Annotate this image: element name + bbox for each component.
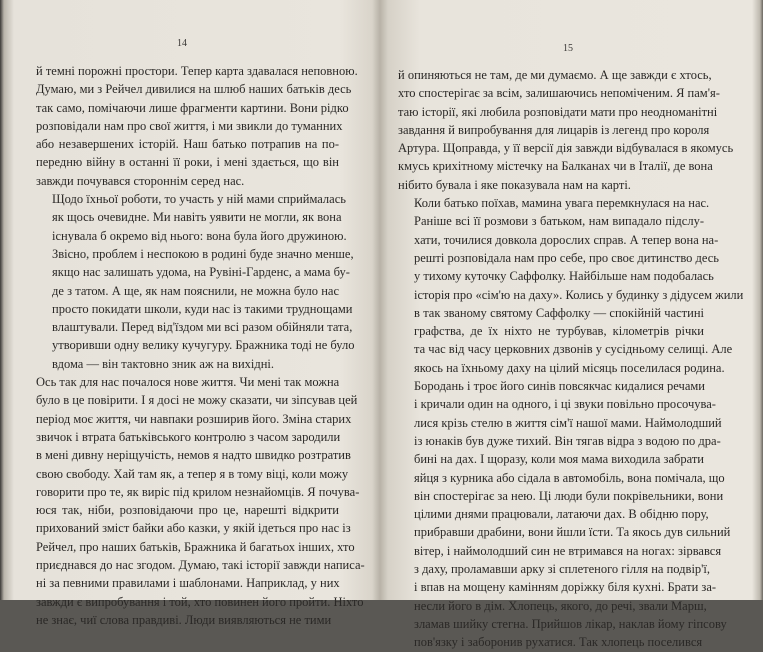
- paragraph: [36, 190, 355, 373]
- text-line: існувала б окремо від нього: вона була його дружиною.: [52, 228, 347, 243]
- text-line: таю історії, які любила розповідати мати про неодноманітні: [398, 104, 718, 119]
- paragraph: [398, 194, 744, 651]
- text-line: завдання й випробування для лицарів із легенд про короля: [398, 122, 710, 137]
- page-number-right: 15: [563, 43, 573, 54]
- text-line: свою свободу. Хай там як, а тепер я в тому віці, коли можу: [36, 466, 349, 481]
- text-line: так само, помічаючи лише фрагменти картини. Вони рідко: [36, 100, 349, 115]
- text-line: лися крізь стелю в життя сім'ї нашої мами. Наймолодший: [414, 415, 722, 430]
- text-line: Ось так для нас почалося нове життя. Чи мені так можна: [36, 375, 340, 390]
- text-line: та час від часу церковних дзвонів у сусідньому селищі. Але: [414, 342, 733, 357]
- text-line: Артура. Щоправда, у її версії дія завжди відбувалася в якомусь: [398, 141, 734, 156]
- text-line: Щодо їхньої роботи, то участь у ній мами сприймалась: [52, 192, 346, 207]
- text-line: бині на дах. І щоразу, коли моя мама виходила забрати: [414, 452, 704, 467]
- text-line: період моє життя, чи навпаки розширив його. Зміна старих: [36, 411, 352, 426]
- text-line: хто спостерігає за всім, залишаючись непоміченим. Я пам'я-: [398, 86, 720, 101]
- text-line: юся так, ніби, розповідаючи про це, нарешті відкрити: [36, 503, 339, 518]
- paragraph: [398, 66, 734, 194]
- page-number-left: 14: [177, 38, 187, 49]
- paragraph: [36, 373, 365, 629]
- text-line: прихований зміст байки або казки, у якій ідеться про нас із: [36, 521, 351, 536]
- paragraph: [36, 62, 358, 190]
- left-page: [0, 0, 381, 627]
- text-line: Раніше всі її розмови з батьком, нам випадало підслу-: [414, 214, 704, 229]
- text-line: й темні порожні простори. Тепер карта здавалася неповною.: [36, 64, 358, 78]
- text-line: Звісно, проблем і неспокою в родині буде значно менше,: [52, 246, 354, 261]
- text-line: звичок і втрата батьківського контролю з часом зародили: [36, 429, 341, 444]
- text-line: кмусь крихітному містечку на Балканах чи в Італії, де вона: [398, 159, 713, 174]
- text-line: і впав на мощену камінням доріжку біля кухні. Брати за-: [414, 580, 717, 595]
- text-line: і кричали один на одного, і ці звуки повільно просочува-: [414, 397, 716, 412]
- text-line: Думаю, ми з Рейчел дивилися на шлюб наших батьків десь: [36, 82, 352, 97]
- text-line: зламав шийку стегна. Прийшов лікар, наклав йому гіпсову: [414, 616, 727, 631]
- text-line: завжди є випробування і той, хто повинен його пройти. Ніхто: [36, 594, 364, 609]
- text-line: де з татом. А ще, як нам пояснили, не можна було нас: [52, 283, 339, 298]
- text-line: прибравши драбини, вони йшли їсти. Та якось дув сильний: [414, 525, 731, 540]
- text-line: вдома — він тактовно зник аж на вихідні.: [52, 356, 275, 371]
- text-line: говорити про те, як виріс під крилом незнайомців. Я почува-: [36, 484, 360, 499]
- text-line: історія про «сім'ю на даху». Колись у будинку з дідусем жили: [414, 287, 744, 302]
- text-line: нібито бувала і яке показувала нам на карті.: [398, 177, 631, 192]
- text-line: з даху, проламавши арку зі сплетеного гілля на подвір'ї,: [414, 562, 711, 577]
- text-line: було в це повірити. І я досі не можу сказати, чи зіпсував цей: [36, 393, 358, 408]
- text-line: вітер, і наймолодший син не втримався на ногах: зірвався: [414, 543, 722, 558]
- text-line: в так званому святому Саффолку — спокійній частині: [414, 305, 704, 320]
- text-line: або незавершених історій. Наш батько потрапив на по-: [36, 137, 339, 152]
- text-line: несли його в дім. Хлопець, якого, до речі, звали Марш,: [414, 598, 707, 613]
- right-page: [381, 0, 763, 650]
- text-line: завжди почувався стороннім серед нас.: [36, 173, 245, 188]
- text-line: в мені дивну неріщучість, немов я надто швидко розтратив: [36, 448, 351, 463]
- text-line: яйця з курника або сідала в автомобіль, вона помічала, що: [414, 470, 725, 485]
- text-line: приєднався до нас згодом. Думаю, такі історії завжди написа-: [36, 558, 365, 573]
- text-line: із юнаків був дуже тихий. Він тягав відра з водою по дра-: [414, 433, 721, 448]
- text-line: у тихому куточку Саффолку. Найбільше нам подобалась: [414, 269, 714, 284]
- text-line: якщо нас залишать удома, на Рувіні-Гарденс, а мама бу-: [52, 265, 350, 280]
- text-line: Бородань і троє його синів повсякчас кидалися речами: [414, 379, 705, 394]
- text-line: утворивши одну велику кучугуру. Бражника тоді не було: [52, 338, 355, 353]
- text-line: графства, де їх ніхто не турбував, кілометрів річки: [414, 324, 704, 339]
- right-page-text: [398, 66, 744, 652]
- text-line: й опиняються не там, де ми думаємо. А ще завжди є хтось,: [398, 68, 712, 82]
- text-line: хати, точилися довкола дорослих справ. А тепер вона на-: [414, 232, 719, 247]
- text-line: влаштували. Перед від'їздом ми всі разом обійняли тата,: [52, 320, 353, 335]
- text-line: Рейчел, про наших батьків, Бражника й багатьох інших, хто: [36, 539, 355, 554]
- text-line: якось на їхньому даху на цілий місяць поселилася родина.: [414, 360, 725, 375]
- text-line: ні за певними правилами і шаблонами. Наприклад, у них: [36, 576, 340, 591]
- text-line: пов'язку і заборонив рухатися. Так хлопець поселився: [414, 635, 703, 650]
- text-line: Коли батько поїхав, мамина увага перемкнулася на нас.: [414, 196, 710, 211]
- text-line: він спостерігає за нею. Ці люди були покрівельники, вони: [414, 488, 724, 503]
- text-line: як щось очевидне. Ми навіть уявити не могли, як вона: [52, 210, 342, 225]
- text-line: не знає, чиї слова правдиві. Люди виявляються не тими: [36, 612, 332, 627]
- text-line: цілими днями працювали, латаючи дах. В обідню пору,: [414, 507, 709, 522]
- text-line: передню війну в останні її роки, і мені здається, що він: [36, 155, 339, 170]
- text-line: просто покидати школи, куди нас із такими труднощами: [52, 301, 353, 316]
- text-line: розповідали нам про свої життя, і ми звикли до туманних: [36, 118, 343, 133]
- text-line: решті розповідала нам про себе, про своє дитинство десь: [414, 250, 719, 265]
- left-page-text: [36, 62, 365, 629]
